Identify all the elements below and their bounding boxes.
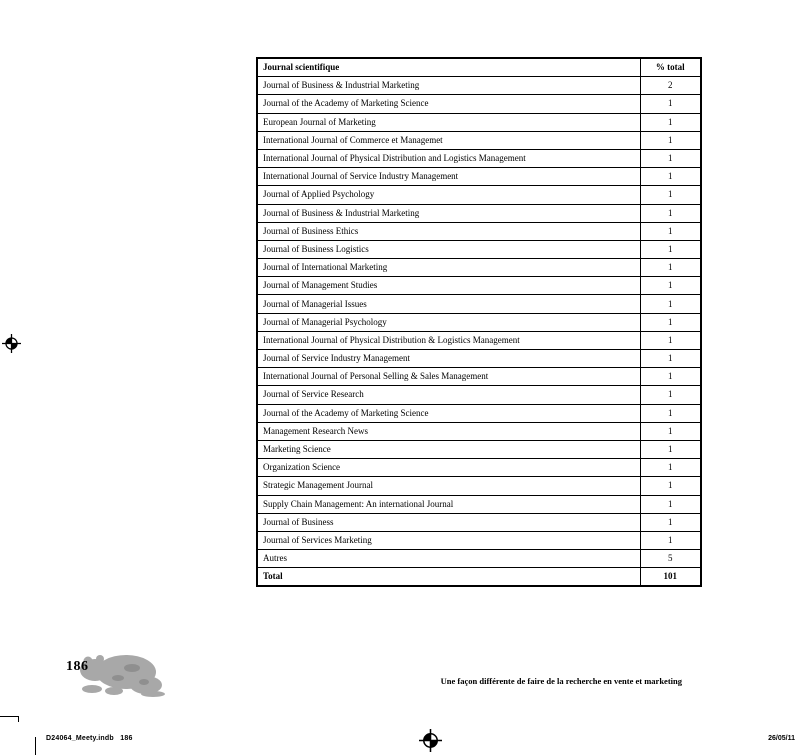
column-header-total: % total — [640, 58, 701, 77]
percent-total-cell: 1 — [640, 168, 701, 186]
table-row — [257, 295, 701, 313]
journal-name-cell: Marketing Science — [257, 440, 640, 458]
percent-total-cell: 1 — [640, 386, 701, 404]
percent-total-cell: 1 — [640, 240, 701, 258]
table-row — [257, 95, 701, 113]
table-row — [257, 404, 701, 422]
journal-name-cell: International Journal of Personal Selling & Sales Management — [257, 368, 640, 386]
journal-name-cell: Journal of the Academy of Marketing Science — [257, 95, 640, 113]
slug-divider-line — [35, 737, 36, 755]
page-number-block — [64, 645, 174, 701]
journal-name-cell: Journal of Service Industry Management — [257, 350, 640, 368]
percent-total-cell: 1 — [640, 495, 701, 513]
journal-name-cell: International Journal of Service Industry Management — [257, 168, 640, 186]
percent-total-cell: 1 — [640, 113, 701, 131]
journal-name-cell: Management Research News — [257, 422, 640, 440]
table-row — [257, 422, 701, 440]
print-date: 26/05/11 — [768, 735, 795, 742]
registration-mark-icon — [2, 334, 21, 353]
percent-total-cell: 1 — [640, 404, 701, 422]
journal-name-cell: Journal of Business & Industrial Marketing — [257, 77, 640, 95]
table-row — [257, 313, 701, 331]
percent-total-cell: 5 — [640, 550, 701, 568]
column-header-journal: Journal scientifique — [257, 58, 640, 77]
table-row — [257, 204, 701, 222]
percent-total-cell: 1 — [640, 459, 701, 477]
table-row — [257, 350, 701, 368]
percent-total-cell: 2 — [640, 77, 701, 95]
journal-name-cell: Journal of Managerial Issues — [257, 295, 640, 313]
table-row — [257, 186, 701, 204]
percent-total-cell: 1 — [640, 204, 701, 222]
table-row — [257, 168, 701, 186]
journal-name-cell: Journal of Management Studies — [257, 277, 640, 295]
crop-mark-tick — [18, 716, 19, 722]
table-row — [257, 259, 701, 277]
journal-name-cell: European Journal of Marketing — [257, 113, 640, 131]
journal-name-cell: International Journal of Physical Distribution and Logistics Management — [257, 149, 640, 167]
percent-total-cell: 1 — [640, 131, 701, 149]
table-row — [257, 240, 701, 258]
journal-name-cell: Journal of Services Marketing — [257, 531, 640, 549]
journal-name-cell: Journal of Managerial Psychology — [257, 313, 640, 331]
journal-name-cell: Journal of Service Research — [257, 386, 640, 404]
percent-total-cell: 1 — [640, 313, 701, 331]
table-row — [257, 131, 701, 149]
table-row — [257, 368, 701, 386]
percent-total-cell: 1 — [640, 368, 701, 386]
journal-name-cell: Strategic Management Journal — [257, 477, 640, 495]
percent-total-cell: 1 — [640, 186, 701, 204]
percent-total-cell: 101 — [640, 568, 701, 587]
journal-name-cell: Journal of the Academy of Marketing Science — [257, 404, 640, 422]
percent-total-cell: 1 — [640, 277, 701, 295]
journal-name-cell: Journal of Business — [257, 513, 640, 531]
journal-name-cell: Journal of Applied Psychology — [257, 186, 640, 204]
percent-total-cell: 1 — [640, 95, 701, 113]
table-row — [257, 331, 701, 349]
journal-name-cell: Autres — [257, 550, 640, 568]
table-row — [257, 149, 701, 167]
percent-total-cell: 1 — [640, 149, 701, 167]
percent-total-cell: 1 — [640, 259, 701, 277]
journal-table-body — [257, 77, 701, 587]
table-row — [257, 113, 701, 131]
table-row — [257, 77, 701, 95]
journal-name-cell: Journal of International Marketing — [257, 259, 640, 277]
percent-total-cell: 1 — [640, 440, 701, 458]
journal-name-cell: Journal of Business & Industrial Marketing — [257, 204, 640, 222]
table-row — [257, 568, 701, 587]
table-row — [257, 277, 701, 295]
table-row — [257, 477, 701, 495]
journal-table — [256, 57, 702, 587]
percent-total-cell: 1 — [640, 531, 701, 549]
journal-name-cell: Journal of Business Logistics — [257, 240, 640, 258]
crop-mark-line — [0, 716, 19, 717]
print-file-info: D24064_Meety.indb 186 — [46, 735, 133, 742]
table-row — [257, 440, 701, 458]
table-row — [257, 459, 701, 477]
table-row — [257, 222, 701, 240]
table-row — [257, 550, 701, 568]
table-row — [257, 531, 701, 549]
percent-total-cell: 1 — [640, 295, 701, 313]
journal-name-cell: Organization Science — [257, 459, 640, 477]
running-footer: Une façon différente de faire de la recherche en vente et marketing — [440, 676, 682, 686]
page-number: 186 — [66, 659, 89, 674]
table-row — [257, 513, 701, 531]
journal-name-cell: Journal of Business Ethics — [257, 222, 640, 240]
journal-name-cell: Total — [257, 568, 640, 587]
table-row — [257, 495, 701, 513]
registration-mark-icon — [419, 729, 442, 752]
percent-total-cell: 1 — [640, 350, 701, 368]
percent-total-cell: 1 — [640, 513, 701, 531]
journal-name-cell: International Journal of Physical Distribution & Logistics Management — [257, 331, 640, 349]
percent-total-cell: 1 — [640, 422, 701, 440]
table-row — [257, 386, 701, 404]
journal-name-cell: Supply Chain Management: An international Journal — [257, 495, 640, 513]
percent-total-cell: 1 — [640, 222, 701, 240]
percent-total-cell: 1 — [640, 477, 701, 495]
journal-name-cell: International Journal of Commerce et Managemet — [257, 131, 640, 149]
percent-total-cell: 1 — [640, 331, 701, 349]
table-header-row — [257, 58, 701, 77]
